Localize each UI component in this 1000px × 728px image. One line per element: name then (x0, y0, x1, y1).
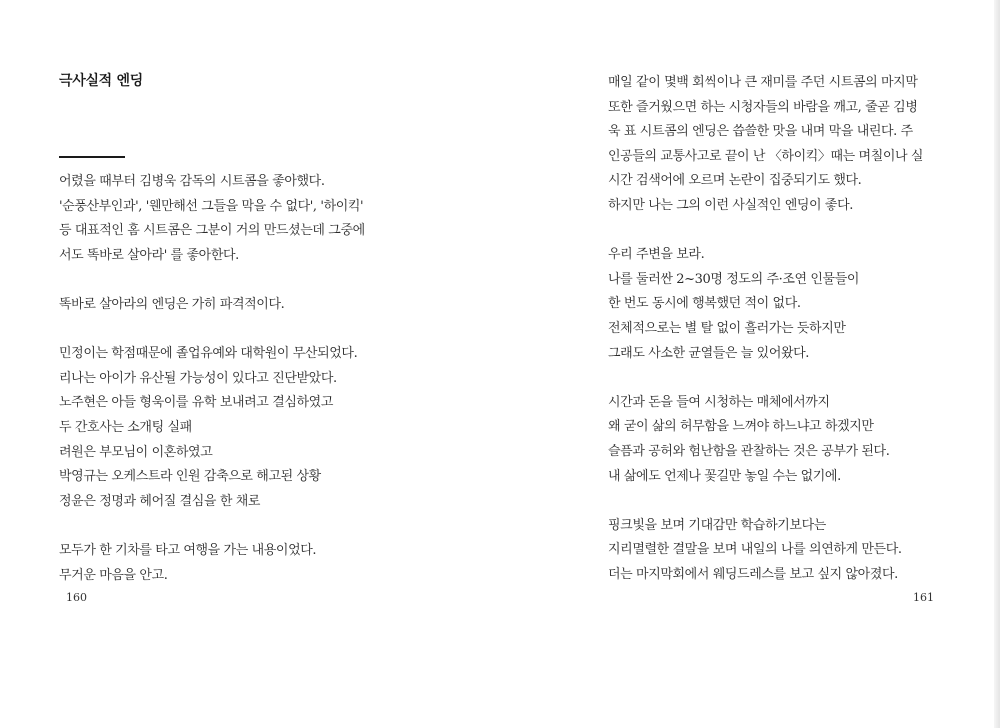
text-line: 핑크빛을 보며 기대감만 학습하기보다는 (608, 517, 826, 533)
text-line: '순풍산부인과', '웬만해선 그들을 막을 수 없다', '하이킥' (59, 198, 364, 214)
text-line: 전체적으로는 별 탈 없이 흘러가는 듯하지만 (608, 320, 846, 336)
text-line: 노주현은 아들 형욱이를 유학 보내려고 결심하였고 (59, 395, 333, 411)
text-line: 우리 주변을 보라. (608, 247, 705, 263)
paragraph-gap (608, 219, 923, 244)
title-rule (59, 156, 125, 158)
left-page-body (59, 170, 365, 588)
text-line: 리나는 아이가 유산될 가능성이 있다고 진단받았다. (59, 370, 337, 386)
paragraph-gap (608, 366, 923, 391)
text-line: 민정이는 학점때문에 졸업유예와 대학원이 무산되었다. (59, 346, 358, 362)
paragraph (608, 391, 923, 489)
text-line: 매일 같이 몇백 회씩이나 큰 재미를 주던 시트콤의 마지막 (608, 75, 918, 90)
text-line: 나를 둘러싼 2~30명 정도의 주·조연 인물들이 (608, 271, 860, 287)
text-line: 등 대표적인 홈 시트콤은 그분이 거의 만드셨는데 그중에 (59, 223, 365, 239)
paragraph (59, 293, 365, 318)
paragraph (59, 539, 365, 588)
page-number-left: 160 (66, 591, 87, 604)
text-line: 두 간호사는 소개팅 실패 (59, 419, 192, 435)
text-line: 또한 즐거웠으면 하는 시청자들의 바람을 깨고, 줄곧 김병 (608, 99, 918, 115)
text-line: 시간과 돈을 들여 시청하는 매체에서까지 (608, 394, 830, 410)
text-line: 그래도 사소한 균열들은 늘 있어왔다. (608, 345, 810, 361)
page-edge (994, 0, 1000, 728)
chapter-title: 극사실적 엔딩 (59, 73, 143, 89)
text-line: 더는 마지막회에서 웨딩드레스를 보고 싶지 않아졌다. (608, 566, 898, 582)
paragraph-gap (59, 514, 365, 539)
page-number-right: 161 (913, 591, 934, 604)
paragraph (608, 514, 923, 588)
text-line: 려원은 부모님이 이혼하였고 (59, 444, 213, 460)
text-line: 한 번도 동시에 행복했던 적이 없다. (608, 296, 801, 312)
paragraph (608, 71, 923, 219)
text-line: 서도 똑바로 살아라' 를 좋아한다. (59, 247, 239, 263)
text-line: 왜 굳이 삶의 허무함을 느껴야 하느냐고 하겠지만 (608, 419, 874, 435)
text-line: 슬픔과 공허와 험난함을 관찰하는 것은 공부가 된다. (608, 443, 890, 459)
right-page (500, 0, 994, 728)
text-line: 하지만 나는 그의 이런 사실적인 엔딩이 좋다. (608, 197, 853, 213)
text-line: 지리멸렬한 결말을 보며 내일의 나를 의연하게 만든다. (608, 542, 902, 558)
right-page-body (608, 71, 923, 587)
text-line: 똑바로 살아라의 엔딩은 가히 파격적이다. (59, 296, 285, 312)
text-line: 모두가 한 기차를 타고 여행을 가는 내용이었다. (59, 542, 317, 558)
text-line: 정윤은 정명과 헤어질 결심을 한 채로 (59, 493, 261, 509)
paragraph-gap (608, 489, 923, 514)
text-line: 어렸을 때부터 김병욱 감독의 시트콤을 좋아했다. (59, 174, 325, 189)
paragraph (608, 243, 923, 366)
text-line: 시간 검색어에 오르며 논란이 집중되기도 했다. (608, 173, 862, 189)
paragraph-gap (59, 268, 365, 293)
text-line: 인공들의 교통사고로 끝이 난 〈하이킥〉때는 며칠이나 실 (608, 148, 924, 164)
text-line: 내 삶에도 언제나 꽃길만 놓일 수는 없기에. (608, 468, 841, 484)
paragraph (59, 342, 365, 514)
paragraph (59, 170, 365, 268)
paragraph-gap (59, 318, 365, 343)
text-line: 무거운 마음을 안고. (59, 567, 168, 583)
text-line: 욱 표 시트콤의 엔딩은 씁쓸한 맛을 내며 막을 내린다. 주 (608, 124, 913, 140)
text-line: 박영규는 오케스트라 인원 감축으로 해고된 상황 (59, 469, 321, 485)
